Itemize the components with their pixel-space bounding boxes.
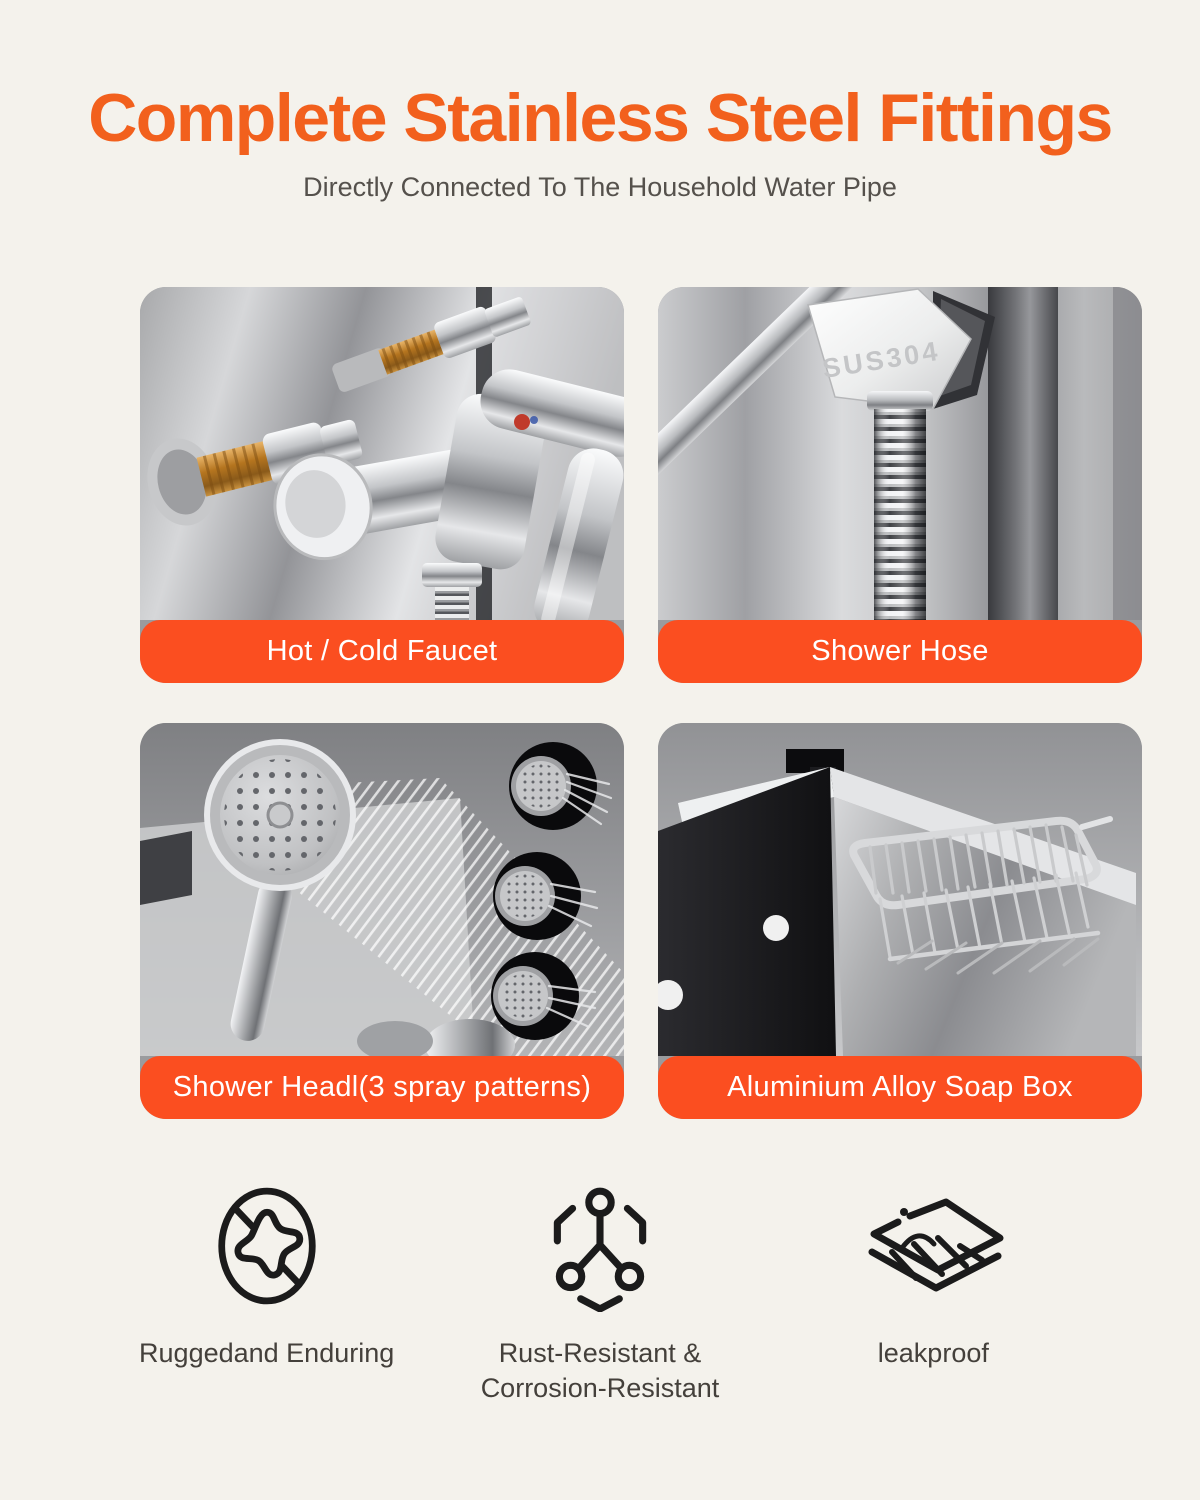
cold-indicator-dot — [530, 416, 538, 424]
header — [0, 80, 1200, 203]
shower-head-photo — [140, 723, 624, 1056]
feature-rugged — [100, 1176, 433, 1406]
panel-label-banner: Shower Hose — [658, 620, 1142, 683]
panel-hot-cold-faucet — [140, 287, 624, 683]
feature-rust-resistant — [433, 1176, 766, 1406]
panel-shower-hose — [658, 287, 1142, 683]
molecule-icon — [544, 1176, 656, 1316]
hand-shower-head — [204, 739, 356, 891]
shower-hose-illustration — [658, 287, 1142, 620]
feature-label: Rust-Resistant & Corrosion-Resistant — [480, 1338, 720, 1404]
feature-strip — [100, 1176, 1100, 1406]
shower-head-illustration — [140, 723, 624, 1056]
feature-label: leakproof — [877, 1338, 989, 1368]
soap-box-illustration — [658, 723, 1142, 1056]
layered-sheet-icon — [858, 1176, 1008, 1316]
no-germ-icon — [214, 1176, 320, 1316]
sus304-engraving: SUS304 — [820, 335, 943, 384]
hot-indicator-dot — [514, 414, 530, 430]
faucet-illustration — [140, 287, 624, 620]
panel-label-banner: Shower Headl(3 spray patterns) — [140, 1056, 624, 1119]
panel-soap-box — [658, 723, 1142, 1119]
feature-label: Ruggedand Enduring — [139, 1338, 395, 1368]
soap-box-photo — [658, 723, 1142, 1056]
feature-leakproof — [767, 1176, 1100, 1406]
shower-hose-photo — [658, 287, 1142, 620]
panel-label-banner: Aluminium Alloy Soap Box — [658, 1056, 1142, 1119]
panel-shower-head — [140, 723, 624, 1119]
page-title: Complete Stainless Steel Fittings — [88, 80, 1112, 156]
hot-cold-faucet-photo — [140, 287, 624, 620]
panel-label-banner: Hot / Cold Faucet — [140, 620, 624, 683]
page-subtitle: Directly Connected To The Household Water Pipe — [303, 172, 897, 202]
flex-hose — [867, 391, 933, 620]
